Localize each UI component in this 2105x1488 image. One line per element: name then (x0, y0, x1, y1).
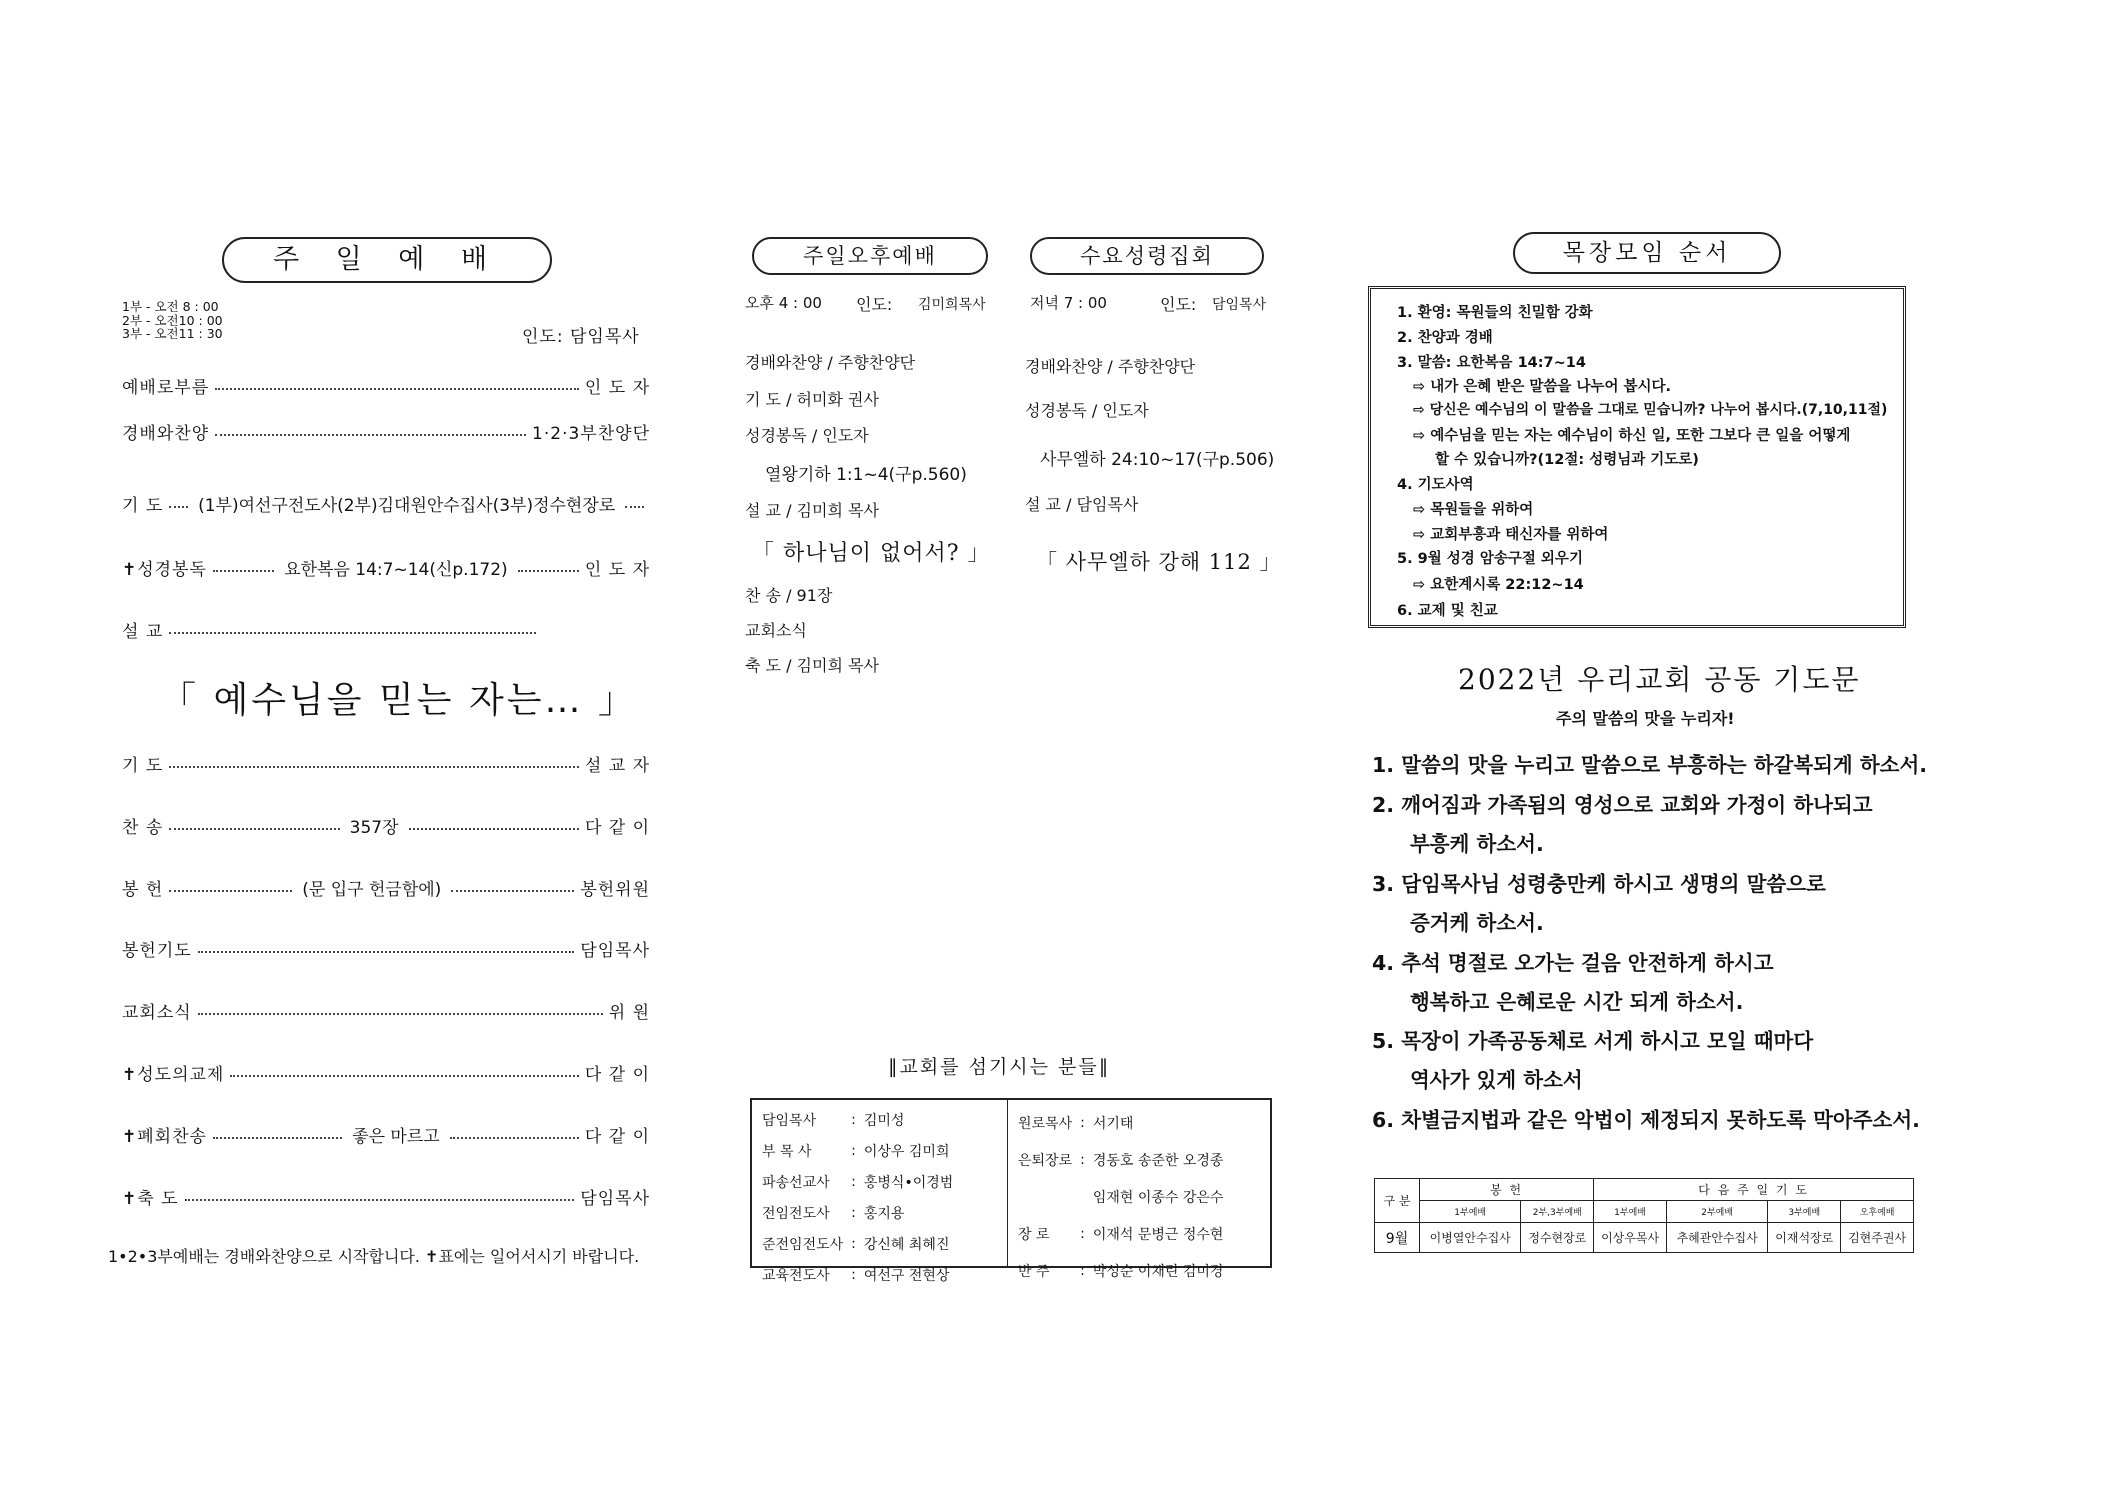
order-person: 담임목사 (580, 1188, 650, 1209)
service-time-2: 2부 - 오전10 : 00 (122, 312, 223, 328)
order-item (122, 1121, 650, 1147)
prayer-line-1: 1. 말씀의 맛을 누리고 말씀으로 부흥하는 하갈복되게 하소서. (1372, 753, 1928, 777)
sub-header: 3부예배 (1768, 1201, 1841, 1223)
staff-role (1014, 1178, 1076, 1215)
sub-header: 1부예배 (1594, 1201, 1667, 1223)
cell-order-line: 3. 말씀: 요한복음 14:7~14 (1397, 355, 1586, 371)
staff-names: 이재석 문병근 정수현 (1092, 1226, 1224, 1243)
dot-leader (198, 951, 575, 953)
order-item (122, 750, 650, 776)
staff-names: 홍지용 (863, 1205, 905, 1222)
dot-leader (215, 388, 579, 390)
order-detail: 357장 (349, 817, 399, 838)
staff-names: 서기태 (1092, 1115, 1134, 1132)
staff-names: 이상우 김미희 (863, 1143, 950, 1160)
staff-role: 전임전도사 (762, 1205, 830, 1222)
order-detail: (1부)여선구전도사(2부)김대원안수집사(3부)정수현장로 (198, 495, 616, 516)
order-item (122, 490, 650, 516)
dot-leader (169, 506, 188, 508)
order-person: 다 같 이 (584, 1064, 650, 1085)
staff-row (758, 1104, 957, 1135)
afternoon-scripture: 열왕기하 1:1~4(구p.560) (765, 465, 967, 485)
order-person: 설 교 자 (584, 755, 650, 776)
staff-names: 홍병식•이경범 (863, 1174, 954, 1191)
staff-names: 여선구 전현상 (863, 1267, 950, 1284)
order-person: 담임목사 (580, 940, 650, 961)
staff-colon: : (851, 1235, 856, 1252)
order-item (122, 418, 650, 444)
dot-leader (213, 570, 274, 572)
order-label: 기 도 (122, 755, 164, 776)
cell-order-line: 4. 기도사역 (1397, 477, 1474, 493)
staff-names: 임재현 이종수 강은수 (1092, 1189, 1224, 1206)
dot-leader (230, 1075, 579, 1077)
sub-header: 1부예배 (1420, 1201, 1521, 1223)
wednesday-line-2: 성경봉독 / 인도자 (1025, 401, 1149, 420)
col-next-prayer: 다 음 주 일 기 도 (1594, 1179, 1914, 1201)
col-gubun: 구 분 (1375, 1179, 1420, 1223)
staff-role: 원로목사 (1018, 1115, 1073, 1132)
order-item (122, 554, 650, 580)
cell-order-line: 2. 찬양과 경배 (1397, 330, 1493, 346)
order-person: 다 같 이 (584, 817, 651, 838)
duty-name: 이병열안수집사 (1420, 1223, 1521, 1253)
order-label: ✝폐회찬송 (122, 1126, 207, 1147)
staff-role: 담임목사 (762, 1112, 817, 1129)
staff-colon: : (851, 1111, 856, 1128)
staff-role: 파송선교사 (762, 1174, 830, 1191)
order-item (122, 616, 542, 642)
prayer-line-5: 5. 목장이 가족공동체로 서게 하시고 모일 때마다 (1372, 1029, 1814, 1053)
dot-leader (185, 1199, 575, 1201)
sub-header: 2부예배 (1666, 1201, 1767, 1223)
dot-leader (169, 890, 292, 892)
afternoon-time: 오후 4 : 00 (745, 294, 822, 312)
order-item (122, 1183, 650, 1209)
cell-order-line: 5. 9월 성경 암송구절 외우기 (1397, 551, 1583, 567)
sub-header: 2부,3부예배 (1521, 1201, 1594, 1223)
order-label: 교회소식 (122, 1002, 192, 1023)
wednesday-leader-label: 인도: (1160, 295, 1197, 314)
wednesday-leader: 담임목사 (1212, 297, 1267, 313)
col-offering: 봉 헌 (1420, 1179, 1594, 1201)
staff-colon: : (851, 1266, 856, 1283)
staff-left-table (758, 1104, 957, 1290)
cell-order-line: ⇨ 내가 은혜 받은 말씀을 나누어 봅시다. (1413, 379, 1672, 395)
afternoon-line-2: 기 도 / 허미화 권사 (745, 390, 879, 409)
duty-table (1374, 1178, 1914, 1253)
service-times (122, 300, 223, 341)
staff-colon: : (1080, 1225, 1085, 1242)
staff-role: 반 주 (1018, 1263, 1050, 1280)
afternoon-line-1: 경배와찬양 / 주향찬양단 (745, 353, 916, 372)
order-person: 위 원 (608, 1002, 650, 1023)
dot-leader (215, 434, 526, 436)
service-time-3: 3부 - 오전11 : 30 (122, 326, 223, 341)
order-person: 봉헌위원 (580, 879, 651, 900)
staff-colon: : (1080, 1114, 1085, 1131)
prayer-line-4b: 행복하고 은혜로운 시간 되게 하소서. (1410, 990, 1744, 1014)
cell-order-line: ⇨ 당신은 예수님의 이 말씀을 그대로 믿습니까? 나누어 봅시다.(7,10,11절) (1413, 402, 1888, 418)
order-label: 봉 헌 (122, 879, 164, 900)
staff-colon: : (1080, 1151, 1085, 1168)
staff-names: 김미성 (863, 1112, 905, 1129)
staff-names: 강신혜 최혜진 (863, 1236, 950, 1253)
cell-group-order-box (1368, 286, 1906, 628)
duty-name: 추혜관안수집사 (1666, 1223, 1767, 1253)
dot-leader (518, 570, 579, 572)
prayer-line-2: 2. 깨어짐과 가족됨의 영성으로 교회와 가정이 하나되고 (1372, 793, 1873, 817)
order-label: 설 교 (122, 621, 164, 642)
order-item (122, 812, 650, 838)
cell-order-line: ⇨ 요한계시록 22:12~14 (1413, 577, 1584, 593)
staff-divider (1007, 1100, 1008, 1266)
service-time-1: 1부 - 오전 8 : 00 (122, 299, 219, 314)
month-cell: 9월 (1375, 1223, 1420, 1253)
staff-row (1014, 1252, 1227, 1289)
staff-colon: : (851, 1204, 856, 1221)
dot-leader (169, 632, 536, 634)
staff-row (758, 1135, 957, 1166)
order-detail: (문 입구 헌금함에) (302, 879, 442, 900)
staff-role: 교육전도사 (762, 1267, 830, 1284)
afternoon-line-8: 축 도 / 김미희 목사 (745, 656, 879, 675)
staff-colon: : (851, 1173, 856, 1190)
prayer-line-6: 6. 차별금지법과 같은 악법이 제정되지 못하도록 막아주소서. (1372, 1108, 1920, 1132)
cell-order-line: 6. 교제 및 친교 (1397, 603, 1498, 619)
staff-colon: : (1080, 1262, 1085, 1279)
dot-leader (198, 1013, 603, 1015)
afternoon-line-6: 찬 송 / 91장 (745, 586, 833, 605)
dot-leader (169, 766, 579, 768)
staff-colon (1076, 1178, 1089, 1215)
staff-row (1014, 1104, 1227, 1141)
duty-name: 김현주권사 (1841, 1223, 1914, 1253)
prayer-line-3: 3. 담임목사님 성령충만케 하시고 생명의 말씀으로 (1372, 872, 1826, 896)
order-person: 1·2·3부찬양단 (532, 423, 650, 444)
order-detail: 요한복음 14:7~14(신p.172) (284, 559, 508, 580)
staff-role: 준전임전도사 (762, 1236, 844, 1253)
afternoon-leader: 김미희목사 (918, 297, 986, 313)
staff-role: 부 목 사 (762, 1143, 812, 1160)
afternoon-sermon-title: 「 하나님이 없어서? 」 (752, 541, 991, 566)
staff-names: 경동호 송준한 오경종 (1092, 1152, 1224, 1169)
duty-name: 이재석장로 (1768, 1223, 1841, 1253)
order-person: 인 도 자 (584, 377, 650, 398)
staff-role: 은퇴장로 (1018, 1152, 1073, 1169)
prayer-subtitle: 주의 말씀의 맛을 누리자! (1556, 709, 1735, 728)
cell-order-line: 1. 환영: 목원들의 친밀함 강화 (1397, 305, 1593, 321)
order-label: 기 도 (122, 495, 164, 516)
wednesday-service-title: 수요성령집회 (1030, 237, 1264, 275)
wednesday-line-4: 설 교 / 담임목사 (1025, 495, 1139, 514)
duty-name: 이상우목사 (1594, 1223, 1667, 1253)
sunday-footnote: 1•2•3부예배는 경배와찬양으로 시작합니다. ✝표에는 일어서시기 바랍니다. (108, 1247, 640, 1266)
staff-row (1014, 1141, 1227, 1178)
afternoon-line-5: 설 교 / 김미희 목사 (745, 501, 879, 520)
prayer-title: 2022년 우리교회 공동 기도문 (1458, 663, 1861, 696)
order-label: 봉헌기도 (122, 940, 192, 961)
wednesday-time: 저녁 7 : 00 (1030, 294, 1107, 312)
staff-role: 장 로 (1018, 1226, 1050, 1243)
dot-leader (450, 1137, 579, 1139)
afternoon-leader-label: 인도: (856, 295, 893, 314)
order-person: 다 같 이 (584, 1126, 650, 1147)
wednesday-scripture: 사무엘하 24:10~17(구p.506) (1040, 450, 1275, 470)
staff-row (1014, 1178, 1227, 1215)
order-label: ✝성경봉독 (122, 559, 207, 580)
order-item (122, 372, 650, 398)
dot-leader (169, 828, 339, 830)
order-label: 예배로부름 (122, 377, 210, 398)
staff-row (758, 1228, 957, 1259)
afternoon-line-3: 성경봉독 / 인도자 (745, 426, 869, 445)
staff-names: 박성순 이채린 김미경 (1092, 1263, 1224, 1280)
order-label: ✝축 도 (122, 1188, 179, 1209)
order-detail: 좋은 마르고 (352, 1126, 440, 1147)
sunday-worship-title: 주 일 예 배 (222, 237, 552, 283)
order-item (122, 935, 650, 961)
staff-row (1014, 1215, 1227, 1252)
wednesday-line-1: 경배와찬양 / 주향찬양단 (1025, 357, 1196, 376)
staff-title: ∥교회를 섬기시는 분들∥ (888, 1056, 1111, 1078)
wednesday-sermon-title: 「 사무엘하 강해 112 」 (1036, 550, 1282, 574)
staff-row (758, 1259, 957, 1290)
staff-right-table (1014, 1104, 1227, 1289)
order-item (122, 997, 650, 1023)
sub-header: 오후예배 (1841, 1201, 1914, 1223)
afternoon-worship-title: 주일오후예배 (752, 237, 988, 275)
duty-name: 정수현장로 (1521, 1223, 1594, 1253)
order-label: ✝성도의교제 (122, 1064, 225, 1085)
order-label: 경배와찬양 (122, 423, 210, 444)
dot-leader (625, 506, 644, 508)
order-person: 인 도 자 (584, 559, 650, 580)
staff-row (758, 1166, 957, 1197)
prayer-line-4: 4. 추석 명절로 오가는 걸음 안전하게 하시고 (1372, 951, 1774, 975)
staff-colon: : (851, 1142, 856, 1159)
prayer-line-3b: 증거케 하소서. (1410, 911, 1544, 935)
staff-box (750, 1098, 1272, 1284)
cell-order-line: ⇨ 목원들을 위하여 (1413, 502, 1534, 518)
order-item (122, 874, 650, 900)
prayer-line-2b: 부흥케 하소서. (1410, 832, 1544, 856)
order-item (122, 1059, 650, 1085)
cell-group-title: 목장모임 순서 (1513, 232, 1781, 274)
dot-leader (451, 890, 574, 892)
staff-row (758, 1197, 957, 1228)
afternoon-line-7: 교회소식 (745, 621, 807, 640)
order-label: 찬 송 (122, 817, 164, 838)
cell-order-line: ⇨ 교회부흥과 태신자를 위하여 (1413, 527, 1609, 543)
dot-leader (409, 828, 579, 830)
cell-order-line: 할 수 있습니까?(12절: 성령님과 기도로) (1435, 452, 1699, 468)
cell-order-line: ⇨ 예수님을 믿는 자는 예수님이 하신 일, 또한 그보다 큰 일을 어떻게 (1413, 428, 1851, 444)
sunday-leader: 인도: 담임목사 (522, 327, 640, 347)
sunday-sermon-title: 「 예수님을 믿는 자는… 」 (160, 680, 637, 721)
prayer-line-5b: 역사가 있게 하소서 (1410, 1068, 1583, 1092)
dot-leader (213, 1137, 342, 1139)
